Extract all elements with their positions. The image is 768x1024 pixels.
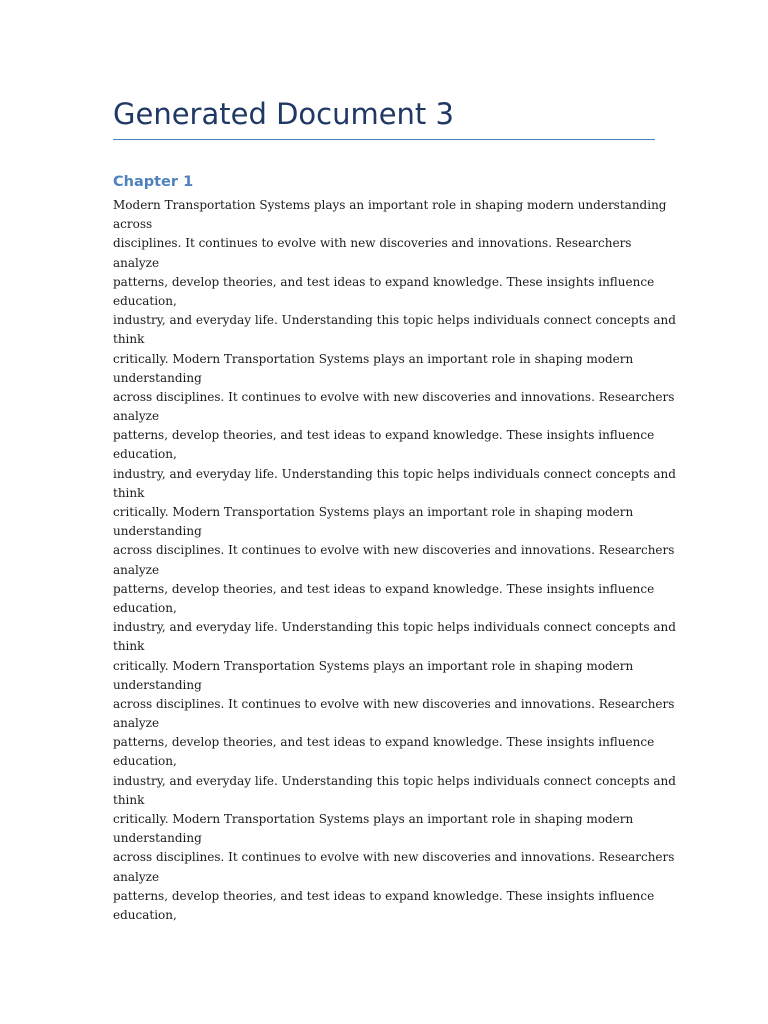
body-text-line: patterns, develop theories, and test ideas to expand knowledge. These insights influence bbox=[113, 735, 655, 750]
body-text-line: disciplines. It continues to evolve with new discoveries and innovations. Researchers bbox=[113, 236, 632, 251]
body-text-line: analyze bbox=[113, 869, 160, 884]
body-text-line: understanding bbox=[113, 370, 202, 385]
body-text-line: understanding bbox=[113, 831, 202, 846]
body-text-line: industry, and everyday life. Understanding this topic helps individuals connect concepts and bbox=[113, 313, 676, 328]
body-text-line: education, bbox=[113, 907, 177, 922]
body-text-line: across disciplines. It continues to evolve with new discoveries and innovations. Researchers bbox=[113, 389, 675, 404]
body-text-line: think bbox=[113, 332, 145, 347]
body-text-line: understanding bbox=[113, 524, 202, 539]
body-text-line: analyze bbox=[113, 255, 160, 270]
body-text-line: education, bbox=[113, 293, 177, 308]
body-text-line: across disciplines. It continues to evolve with new discoveries and innovations. Researchers bbox=[113, 696, 675, 711]
body-text-line: critically. Modern Transportation Systems plays an important role in shaping modern bbox=[113, 351, 634, 366]
body-text-line: industry, and everyday life. Understanding this topic helps individuals connect concepts and bbox=[113, 466, 676, 481]
body-text-line: think bbox=[113, 792, 145, 807]
body-text-line: education, bbox=[113, 600, 177, 615]
body-text-line: education, bbox=[113, 447, 177, 462]
body-text-line: analyze bbox=[113, 716, 160, 731]
body-text-line: critically. Modern Transportation Systems plays an important role in shaping modern bbox=[113, 505, 634, 519]
body-text-line: across bbox=[113, 217, 153, 232]
chapter-heading: Chapter 1 bbox=[113, 174, 194, 190]
body-text-line: understanding bbox=[113, 677, 202, 692]
body-text-line: across disciplines. It continues to evolve with new discoveries and innovations. Researchers bbox=[113, 850, 675, 865]
chapter-body bbox=[113, 196, 676, 925]
body-text-line: industry, and everyday life. Understanding this topic helps individuals connect concepts and bbox=[113, 773, 676, 788]
document-title: Generated Document 3 bbox=[113, 97, 454, 131]
body-text-line: analyze bbox=[113, 409, 160, 424]
body-text-line: patterns, develop theories, and test ideas to expand knowledge. These insights influence bbox=[113, 888, 655, 903]
body-text-line: across disciplines. It continues to evolve with new discoveries and innovations. Researchers bbox=[113, 543, 675, 558]
body-text-line: Modern Transportation Systems plays an important role in shaping modern understanding bbox=[113, 198, 667, 212]
body-text-line: patterns, develop theories, and test ideas to expand knowledge. These insights influence bbox=[113, 428, 655, 443]
body-text-line: education, bbox=[113, 754, 177, 769]
body-text-line: critically. Modern Transportation Systems plays an important role in shaping modern bbox=[113, 658, 634, 673]
body-text-line: analyze bbox=[113, 562, 160, 577]
body-text-line: patterns, develop theories, and test ideas to expand knowledge. These insights influence bbox=[113, 581, 655, 596]
body-text-line: industry, and everyday life. Understanding this topic helps individuals connect concepts and bbox=[113, 620, 676, 635]
body-text-line: patterns, develop theories, and test ideas to expand knowledge. These insights influence bbox=[113, 274, 655, 289]
body-text-line: critically. Modern Transportation Systems plays an important role in shaping modern bbox=[113, 812, 634, 826]
body-text-line: think bbox=[113, 639, 145, 654]
body-text-line: think bbox=[113, 485, 145, 500]
title-divider bbox=[113, 139, 655, 140]
